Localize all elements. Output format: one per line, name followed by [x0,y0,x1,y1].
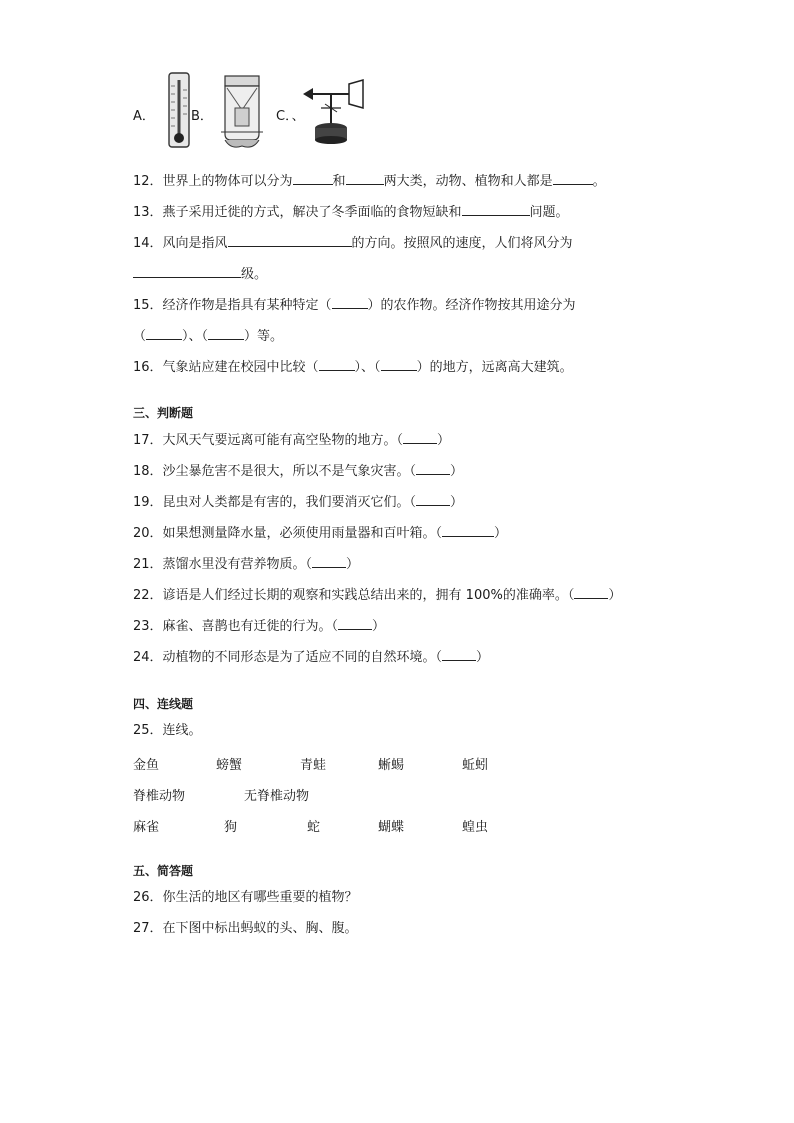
question-15-continued: （ ）、（ ）等。 [133,329,284,344]
answer-blank[interactable] [133,265,241,278]
question-18: 18．沙尘暴危害不是很大，所以不是气象灾害。（ ） [133,464,464,479]
question-17: 17．大风天气要远离可能有高空坠物的地方。（ ） [133,433,451,448]
option-a-label: A． [133,109,155,124]
thermometer-image [167,72,191,150]
answer-blank[interactable] [442,524,494,537]
question-16: 16．气象站应建在校园中比较（ ）、（ ）的地方，远离高大建筑。 [133,360,573,375]
answer-blank[interactable] [403,431,437,444]
question-13: 13．燕子采用迁徙的方式，解决了冬季面临的食物短缺和 问题。 [133,205,569,220]
answer-blank[interactable] [332,296,368,309]
section-3-heading: 三、判断题 [133,406,194,420]
answer-blank[interactable] [228,234,352,247]
question-14-continued: 级。 [133,265,267,284]
question-20: 20．如果想测量降水量，必须使用雨量器和百叶箱。（ ） [133,526,508,541]
answer-blank[interactable] [346,172,384,185]
question-15: 15．经济作物是指具有某种特定（ ）的农作物。经济作物按其用途分为 [133,298,576,313]
option-b-label: B． [191,109,213,124]
match-top-item[interactable]: 蚯蚓 [462,758,489,773]
question-21: 21．蒸馏水里没有营养物质。（ ） [133,557,360,572]
answer-blank[interactable] [553,172,593,185]
question-27: 27．在下图中标出蚂蚁的头、胸、腹。 [133,921,358,936]
answer-blank[interactable] [416,493,450,506]
option-c-label: C．、 [276,109,305,124]
instrument-figures [133,72,393,152]
answer-blank[interactable] [319,358,355,371]
section-4-heading: 四、连线题 [133,697,194,711]
match-bottom-item[interactable]: 麻雀 [133,820,160,835]
match-category[interactable]: 无脊椎动物 [244,789,310,804]
match-top-item[interactable]: 蜥蜴 [378,758,405,773]
answer-blank[interactable] [338,617,372,630]
section-5-heading: 五、简答题 [133,864,194,878]
wind-vane-image [301,78,367,144]
match-top-item[interactable]: 金鱼 [133,758,160,773]
question-14: 14．风向是指风 的方向。按照风的速度，人们将风分为 [133,236,573,251]
question-22: 22．谚语是人们经过长期的观察和实践总结出来的，拥有 100%的准确率。（ ） [133,588,622,603]
match-top-item[interactable]: 螃蟹 [216,758,243,773]
question-23: 23．麻雀、喜鹊也有迁徙的行为。（ ） [133,619,386,634]
answer-blank[interactable] [146,327,182,340]
question-26: 26．你生活的地区有哪些重要的植物？ [133,890,358,905]
match-bottom-item[interactable]: 蝗虫 [462,820,489,835]
answer-blank[interactable] [312,555,346,568]
question-12: 12．世界上的物体可以分为 和 两大类，动物、植物和人都是 。 [133,174,606,189]
answer-blank[interactable] [574,586,608,599]
answer-blank[interactable] [416,462,450,475]
match-bottom-item[interactable]: 蝴蝶 [378,820,405,835]
answer-blank[interactable] [208,327,244,340]
question-19: 19．昆虫对人类都是有害的，我们要消灭它们。（ ） [133,495,464,510]
question-24: 24．动植物的不同形态是为了适应不同的自然环境。（ ） [133,650,490,665]
question-25: 25．连线。 [133,723,202,738]
match-top-item[interactable]: 青蛙 [300,758,327,773]
answer-blank[interactable] [462,203,530,216]
match-category[interactable]: 脊椎动物 [133,789,186,804]
match-bottom-item[interactable]: 狗 [224,820,238,835]
match-bottom-item[interactable]: 蛇 [307,820,321,835]
answer-blank[interactable] [381,358,417,371]
answer-blank[interactable] [442,648,476,661]
answer-blank[interactable] [293,172,333,185]
rain-gauge-image [221,74,263,152]
